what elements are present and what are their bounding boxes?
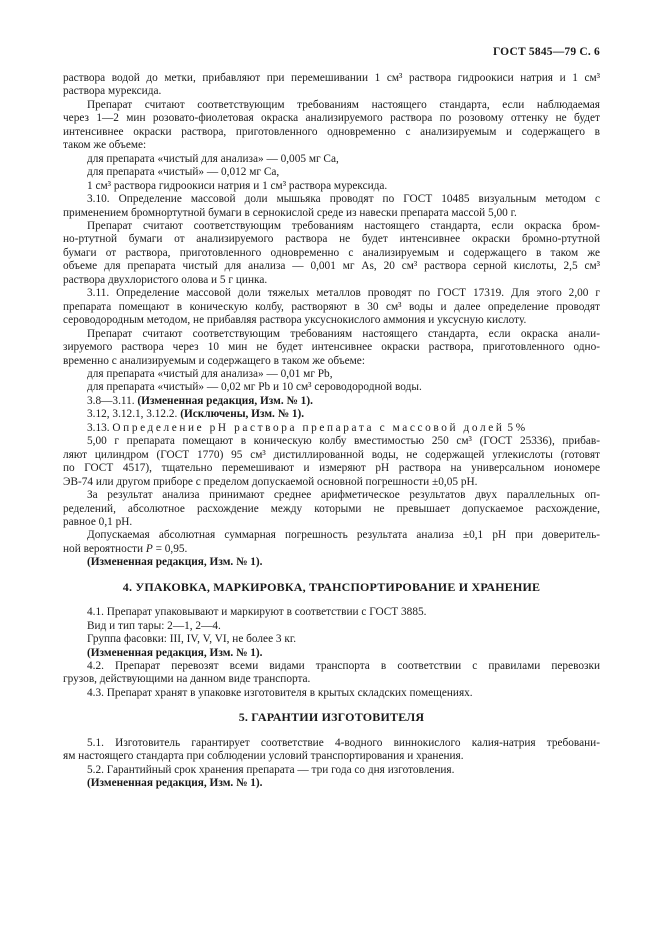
text-segment: раствора водой до метки, прибавляют при перемешивании 1 см³ раствора гидроокиси натрия и 1 см³ — [63, 72, 600, 84]
text-segment: по ГОСТ 4517), тщательно перемешивают и измеряют pH раствора на универсальном иономере — [63, 462, 600, 475]
text-segment: Вид и тип тары: 2—1, 2—4. — [87, 619, 221, 632]
text-segment: препарата помещают в коническую колбу, растворяют в 30 см³ воды и далее определение проводят — [63, 300, 600, 313]
text-segment: За результат анализа принимают среднее арифметическое результатов двух параллельных оп- — [87, 489, 600, 502]
text-segment: = 0,95. — [152, 542, 188, 555]
text-line — [63, 233, 600, 246]
text-segment: (Измененная редакция, Изм. № 1). — [87, 646, 263, 659]
text-segment: 3.8—3.11. — [87, 394, 138, 407]
text-line — [63, 687, 600, 700]
text-line — [63, 737, 600, 750]
text-segment: раствора двухлористого олова и 5 г цинка. — [63, 273, 268, 286]
section-heading — [63, 581, 600, 594]
text-segment: (Измененная редакция, Изм. № 1). — [87, 556, 263, 569]
text-line — [63, 328, 600, 341]
text-segment: 4.2. Препарат перевозят всеми видами транспорта в соответствии с правилами перевозки — [87, 660, 600, 673]
text-line — [63, 462, 600, 475]
text-line — [63, 314, 600, 327]
text-line — [63, 422, 600, 435]
text-line — [63, 503, 600, 516]
text-segment: 1 см³ раствора гидроокиси натрия и 1 см³ раствора мурексида. — [87, 179, 388, 192]
text-segment: раствора мурексида. — [63, 85, 162, 98]
text-line — [63, 449, 600, 462]
text-segment: Препарат считают соответствующим требованиям настоящего стандарта, если наблюдаемая — [87, 98, 600, 111]
text-line — [63, 166, 600, 179]
text-segment: грузов, действующими на данном виде транспорта. — [63, 673, 311, 686]
text-segment: 3.12, 3.12.1, 3.12.2. — [87, 408, 181, 421]
text-segment: но-ртутной бумаги от анализируемого раствора не будет интенсивнее окраски бромно-ртутной — [63, 233, 600, 246]
text-segment: временно с анализируемым и содержащего в таком же объеме: — [63, 354, 365, 367]
text-segment: для препарата «чистый» — 0,012 мг Са, — [87, 166, 280, 179]
text-segment: интенсивнее окраски раствора, приготовленного одновременно с анализируемым и содержащего в — [63, 125, 600, 138]
text-segment: для препарата «чистый для анализа» — 0,005 мг Са, — [87, 152, 339, 165]
text-line — [63, 408, 600, 421]
text-line — [63, 381, 600, 394]
text-segment: 3.10. Определение массовой доли мышьяка проводят по ГОСТ 10485 визуальным методом с — [87, 193, 600, 206]
text-segment: через 1—2 мин розовато-фиолетовая окраска анализируемого раствора по розовому оттенку не будет — [63, 112, 600, 125]
text-segment: ределений, абсолютное расхождение между которыми не превышает допускаемое расхождение, — [63, 502, 600, 515]
text-line — [63, 153, 600, 166]
text-line — [63, 99, 600, 112]
text-line — [63, 207, 600, 220]
text-segment: 5.1. Изготовитель гарантирует соответствие 4-водного виннокислого калия-натрия требовани- — [87, 736, 600, 749]
text-line — [63, 620, 600, 633]
text-line — [63, 126, 600, 139]
text-line — [63, 368, 600, 381]
text-line — [63, 777, 600, 790]
text-segment: для препарата «чистый» — 0,02 мг Pb и 10 см³ сероводородной воды. — [87, 381, 422, 394]
text-line — [63, 764, 600, 777]
text-line — [63, 355, 600, 368]
text-segment: 4.3. Препарат хранят в упаковке изготовителя в крытых складских помещениях. — [87, 686, 473, 699]
text-segment: Допускаемая абсолютная суммарная погрешность результата анализа ±0,1 pH при доверитель- — [87, 529, 600, 542]
text-segment: таком же объеме: — [63, 139, 147, 152]
text-line — [63, 543, 600, 556]
page-header-gost-number: ГОСТ 5845—79 С. 6 — [492, 46, 600, 58]
text-segment: 5,00 г препарата помещают в коническую колбу вместимостью 250 см³ (ГОСТ 25336), прибав- — [87, 435, 600, 448]
text-line — [63, 72, 600, 85]
text-line — [63, 274, 600, 287]
text-line — [63, 395, 600, 408]
text-line — [63, 516, 600, 529]
text-segment: 3.11. Определение массовой доли тяжелых металлов проводят по ГОСТ 17319. Для этого 2,00 г — [87, 287, 600, 300]
text-segment: 4. УПАКОВКА, МАРКИРОВКА, ТРАНСПОРТИРОВАНИЕ И ХРАНЕНИЕ — [122, 579, 541, 594]
text-segment: P — [145, 542, 153, 555]
text-segment: 4.1. Препарат упаковывают и маркируют в соответствии с ГОСТ 3885. — [87, 606, 427, 619]
text-line — [63, 220, 600, 233]
text-line — [63, 287, 600, 300]
text-line — [63, 180, 600, 193]
text-line — [63, 556, 600, 569]
text-segment: 5. ГАРАНТИИ ИЗГОТОВИТЕЛЯ — [238, 710, 425, 725]
text-segment: Группа фасовки: III, IV, V, VI, не более 3 кг. — [87, 633, 297, 646]
text-line — [63, 139, 600, 152]
text-segment: 5.2. Гарантийный срок хранения препарата — три года со дня изготовления. — [87, 763, 455, 776]
text-segment: ляют цилиндром (ГОСТ 1770) 95 см³ дистиллированной воды, не содержащей углекислоты (готовят — [63, 448, 600, 461]
text-segment: сероводородным методом, не прибавляя раствора уксуснокислого аммония и уксусную кислоту. — [63, 314, 527, 327]
text-segment: Препарат считают соответствующим требованиям настоящего стандарта, если окраска анали- — [87, 327, 600, 340]
text-line — [63, 247, 600, 260]
text-segment: ной вероятности — [63, 542, 146, 555]
text-line — [63, 606, 600, 619]
section-heading — [63, 711, 600, 724]
text-line — [63, 673, 600, 686]
text-segment: (Измененная редакция, Изм. № 1). — [137, 394, 313, 407]
text-segment: 3.13. — [87, 421, 113, 434]
text-segment: Препарат считают соответствующим требованиям настоящего стандарта, если окраска бром- — [87, 219, 600, 232]
text-line — [63, 435, 600, 448]
text-line — [63, 85, 600, 98]
text-segment: ям настоящего стандарта при соблюдении условий транспортирования и хранения. — [63, 750, 464, 763]
text-line — [63, 301, 600, 314]
text-line — [63, 633, 600, 646]
document-body — [63, 72, 600, 791]
text-segment: Определение pH раствора препарата с массовой долей — [112, 421, 505, 434]
text-line — [63, 260, 600, 273]
text-segment: для препарата «чистый для анализа» — 0,01 мг Pb, — [87, 367, 333, 380]
text-segment: объеме для препарата чистый для анализа — 0,001 мг As, 20 см³ раствора серной кислоты, 2,5 см³ — [63, 260, 600, 273]
text-segment: ЭВ-74 или другом приборе с пределом допускаемой основной погрешности ±0,05 pH. — [63, 475, 478, 488]
text-line — [63, 193, 600, 206]
text-line — [63, 476, 600, 489]
text-segment: равное 0,1 pH. — [63, 515, 133, 528]
text-segment: зируемого раствора через 10 мин не будет интенсивнее окраски раствора, приготовленного одно- — [63, 341, 600, 354]
text-segment: применением бромнортутной бумаги в сернокислой среде из навески препарата массой 5,00 г. — [63, 206, 517, 219]
text-segment: (Измененная редакция, Изм. № 1). — [87, 777, 263, 790]
text-segment: 5 % — [504, 421, 526, 434]
text-line — [63, 489, 600, 502]
text-segment: (Исключены, Изм. № 1). — [180, 408, 305, 421]
text-line — [63, 112, 600, 125]
text-line — [63, 341, 600, 354]
text-line — [63, 529, 600, 542]
text-line — [63, 660, 600, 673]
text-line — [63, 647, 600, 660]
text-line — [63, 750, 600, 763]
text-segment: бумаги от раствора, приготовленного одновременно с анализируемым и содержащего в таком же — [63, 246, 600, 259]
